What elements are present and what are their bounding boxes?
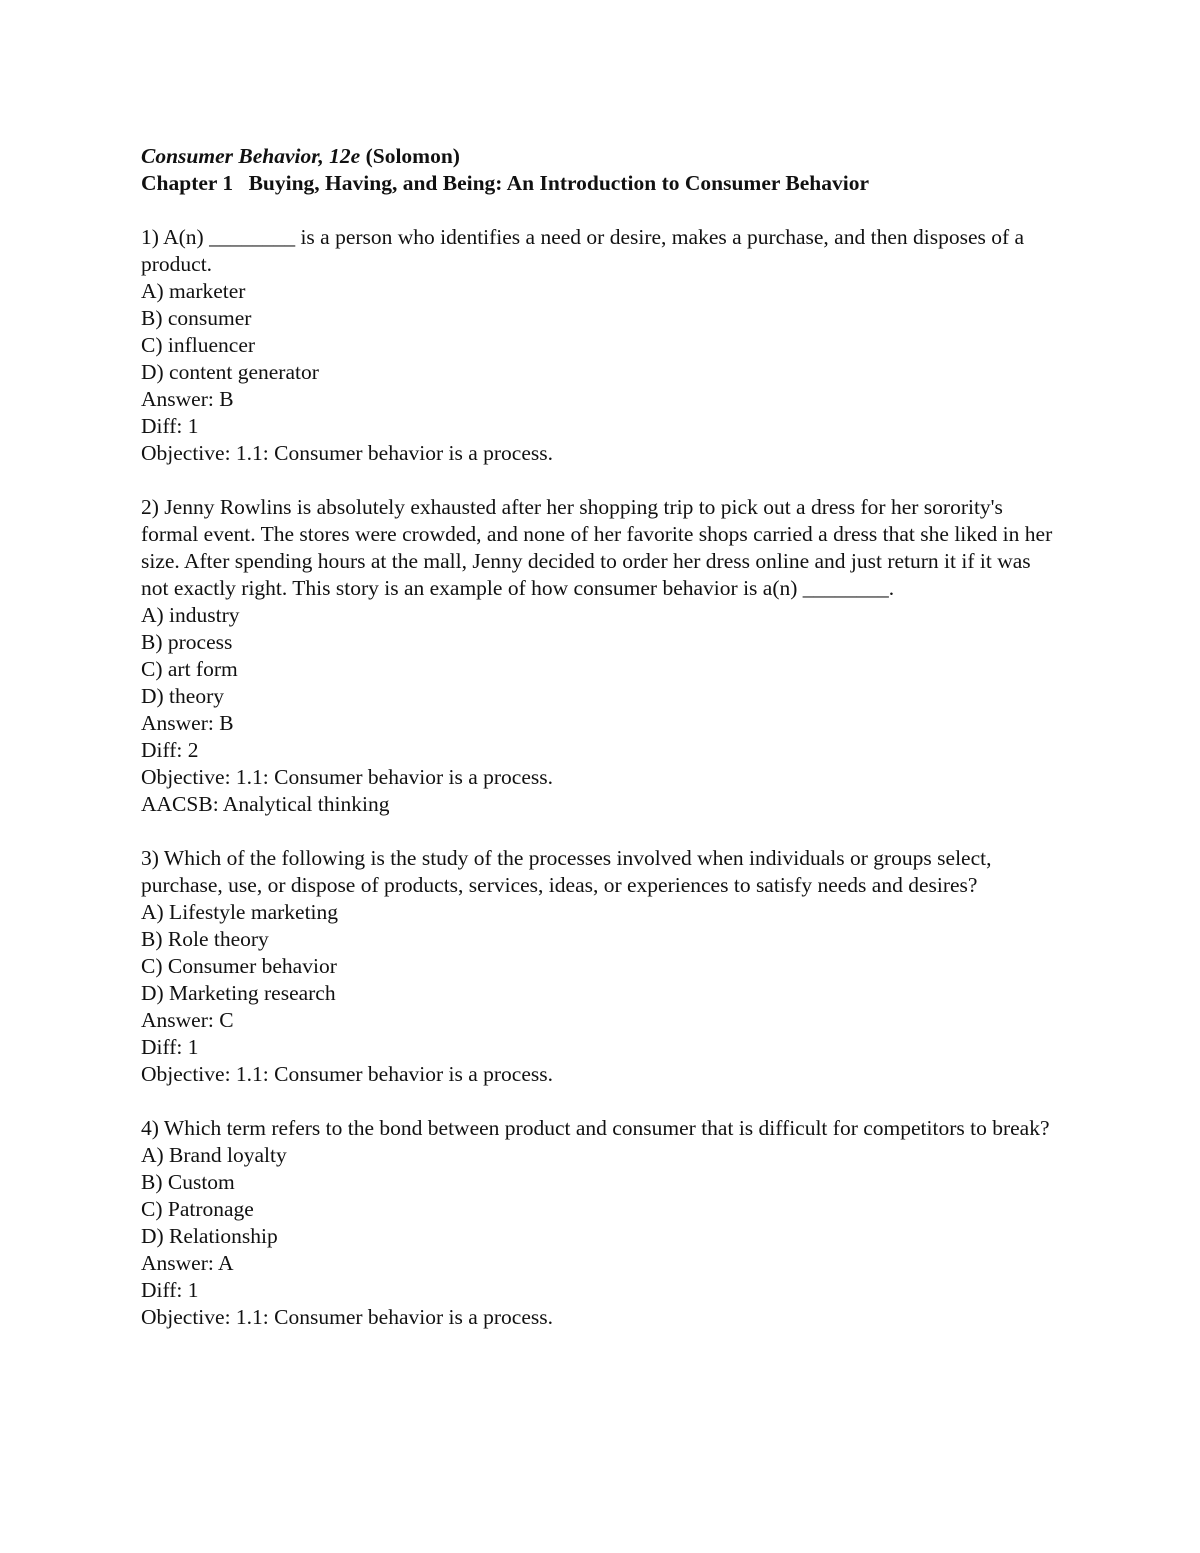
chapter-heading [141,170,1061,197]
option-d: D) Relationship [141,1224,278,1248]
book-title-line [141,143,1061,170]
option-b: B) consumer [141,306,252,330]
difficulty: Diff: 2 [141,738,199,762]
aacsb: AACSB: Analytical thinking [141,792,390,816]
answer: Answer: A [141,1251,234,1275]
option-b: B) Role theory [141,927,269,951]
difficulty: Diff: 1 [141,1035,199,1059]
objective: Objective: 1.1: Consumer behavior is a process. [141,1062,553,1086]
question-1 [141,224,1061,467]
question-stem: 4) Which term refers to the bond between product and consumer that is difficult for competitors to break? [141,1116,1050,1140]
difficulty: Diff: 1 [141,414,199,438]
option-a: A) industry [141,603,240,627]
answer: Answer: B [141,711,234,735]
question-2 [141,494,1061,818]
chapter-title: Buying, Having, and Being: An Introduction to Consumer Behavior [248,171,869,195]
question-stem: 2) Jenny Rowlins is absolutely exhausted after her shopping trip to pick out a dress for her sorority's formal event. The stores were crowded, and none of her favorite shops carried a dress that she liked in her size. After spending hours at the mall, Jenny decided to order her dress online and just return it if it was not exactly right. This story is an example of how consumer behavior is a(n) ________. [141,495,1053,600]
book-title: Consumer Behavior, 12e [141,144,361,168]
question-stem: 1) A(n) ________ is a person who identifies a need or desire, makes a purchase, and then disposes of a product. [141,225,1025,276]
option-b: B) process [141,630,233,654]
option-c: C) art form [141,657,238,681]
option-a: A) Lifestyle marketing [141,900,339,924]
objective: Objective: 1.1: Consumer behavior is a process. [141,441,553,465]
option-c: C) Consumer behavior [141,954,337,978]
question-4 [141,1115,1061,1331]
option-d: D) Marketing research [141,981,336,1005]
option-c: C) Patronage [141,1197,254,1221]
answer: Answer: B [141,387,234,411]
option-d: D) content generator [141,360,319,384]
option-c: C) influencer [141,333,256,357]
question-3 [141,845,1061,1088]
objective: Objective: 1.1: Consumer behavior is a process. [141,1305,553,1329]
option-a: A) Brand loyalty [141,1143,287,1167]
answer: Answer: C [141,1008,234,1032]
option-b: B) Custom [141,1170,235,1194]
book-author: (Solomon) [365,144,460,168]
option-a: A) marketer [141,279,246,303]
document-page [141,143,1061,1331]
chapter-label: Chapter 1 [141,171,234,195]
question-stem: 3) Which of the following is the study of the processes involved when individuals or groups select, purchase, use, or dispose of products, services, ideas, or experiences to satisfy needs and desires? [141,846,992,897]
option-d: D) theory [141,684,224,708]
objective: Objective: 1.1: Consumer behavior is a process. [141,765,553,789]
difficulty: Diff: 1 [141,1278,199,1302]
